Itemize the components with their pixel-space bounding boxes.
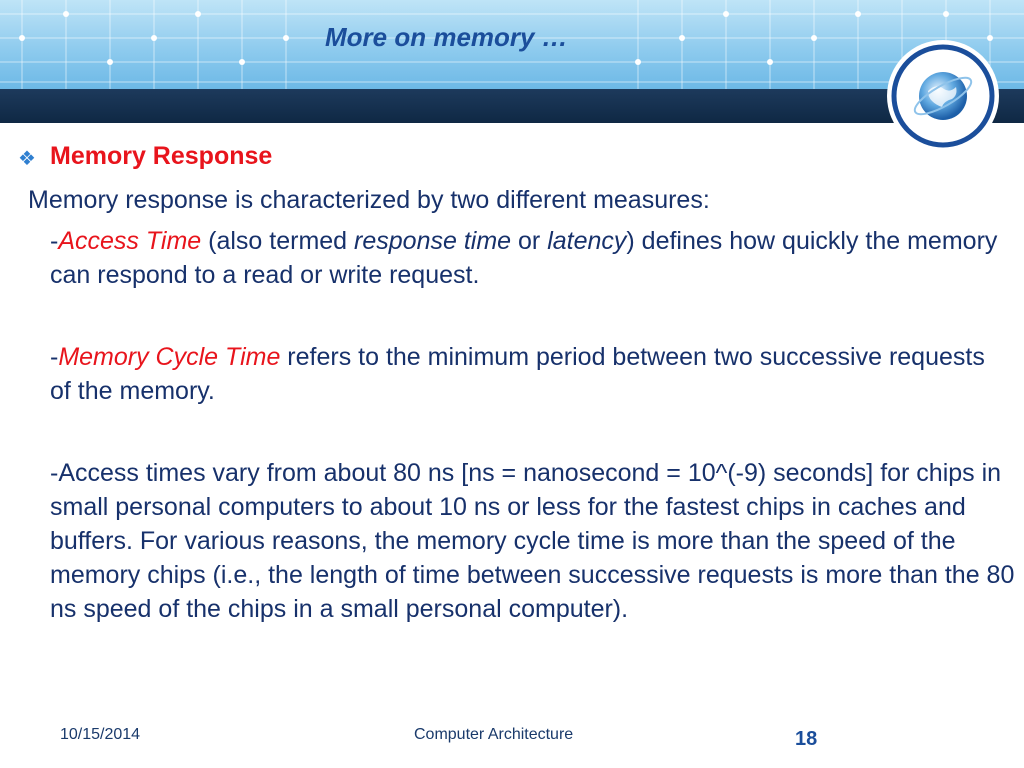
page-number: 18 — [795, 728, 818, 750]
text-segment: refers to the minimum period between two successive requests of the memory. — [50, 343, 985, 405]
intro-text: Memory response is characterized by two different measures: — [28, 186, 710, 214]
footer-date: 10/15/2014 — [60, 726, 141, 743]
text-segment: ) defines how quickly the memory can respond to a read or write request. — [50, 227, 998, 289]
term-access-time: Access Time — [58, 227, 202, 255]
dash: - — [50, 227, 59, 255]
slide-title: More on memory … — [325, 22, 568, 52]
diamond-bullet-icon: ❖ — [18, 148, 36, 170]
text-segment: or — [511, 227, 548, 255]
text-segment: (also termed — [201, 227, 355, 255]
globe-icon — [890, 43, 996, 149]
term-latency: latency — [547, 227, 627, 255]
footer-title: Computer Architecture — [414, 726, 574, 743]
dash: - — [50, 343, 59, 371]
header-dark-bar — [0, 89, 1024, 123]
access-time-paragraph — [50, 224, 1010, 292]
term-response-time: response time — [354, 227, 512, 255]
section-heading: Memory Response — [50, 142, 273, 170]
cycle-time-paragraph — [50, 340, 1010, 408]
access-times-paragraph: -Access times vary from about 80 ns [ns = nanosecond = 10^(-9) seconds] for chips in small personal computers to about 10 ns or less for the fastest chips in caches and buffers. For various reasons, the memory cycle time is more than the speed of the memory chips (i.e., the length of time between successive requests is more than the 80 ns speed of the chips in a small personal computer). — [50, 459, 1015, 623]
globe-logo — [890, 43, 996, 149]
term-memory-cycle-time: Memory Cycle Time — [58, 343, 281, 371]
